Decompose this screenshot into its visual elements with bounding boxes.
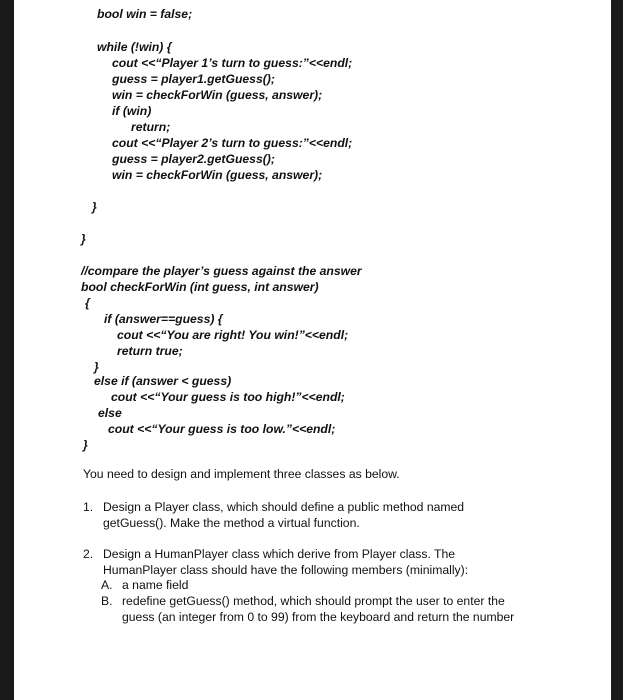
code-line: cout <<“Player 1’s turn to guess:”<<endl; (112, 56, 353, 70)
code-comment: //compare the player’s guess against the answer (81, 264, 362, 278)
code-line: cout <<“Player 2’s turn to guess:”<<endl; (112, 136, 353, 150)
sub-list-letter: A. (101, 578, 113, 592)
code-line: while (!win) { (97, 40, 172, 54)
code-line: } (94, 360, 99, 374)
code-line: } (92, 200, 97, 214)
code-line: { (85, 296, 90, 310)
code-line: cout <<“You are right! You win!”<<endl; (117, 328, 349, 342)
code-line: else (98, 406, 122, 420)
list-item-text: getGuess(). Make the method a virtual function. (103, 516, 360, 530)
sub-list-letter: B. (101, 594, 113, 608)
code-line: if (win) (112, 104, 152, 118)
code-line: guess = player2.getGuess(); (112, 152, 275, 166)
code-line: guess = player1.getGuess(); (112, 72, 275, 86)
code-line: return true; (117, 344, 183, 358)
list-number: 1. (83, 500, 94, 514)
sub-list-text: redefine getGuess() method, which should prompt the user to enter the (122, 594, 505, 608)
code-line: win = checkForWin (guess, answer); (112, 88, 323, 102)
list-item-text: Design a Player class, which should define a public method named (103, 500, 465, 514)
code-line: } (83, 438, 88, 452)
list-item-text: Design a HumanPlayer class which derive from Player class. The (103, 547, 455, 561)
code-line: else if (answer < guess) (94, 374, 232, 388)
sub-list-text: a name field (122, 578, 189, 592)
code-line: cout <<“Your guess is too low.”<<endl; (108, 422, 336, 436)
code-line: } (81, 232, 86, 246)
code-line: if (answer==guess) { (104, 312, 223, 326)
sub-list-text: guess (an integer from 0 to 99) from the keyboard and return the number (122, 610, 515, 624)
list-item-text: HumanPlayer class should have the following members (minimally): (103, 563, 469, 577)
code-line: bool checkForWin (int guess, int answer) (81, 280, 319, 294)
code-line: return; (131, 120, 171, 134)
document-page (14, 0, 611, 700)
list-number: 2. (83, 547, 94, 561)
intro-text: You need to design and implement three classes as below. (83, 467, 400, 481)
code-line: cout <<“Your guess is too high!”<<endl; (111, 390, 345, 404)
code-line: win = checkForWin (guess, answer); (112, 168, 323, 182)
code-line: bool win = false; (97, 7, 193, 21)
